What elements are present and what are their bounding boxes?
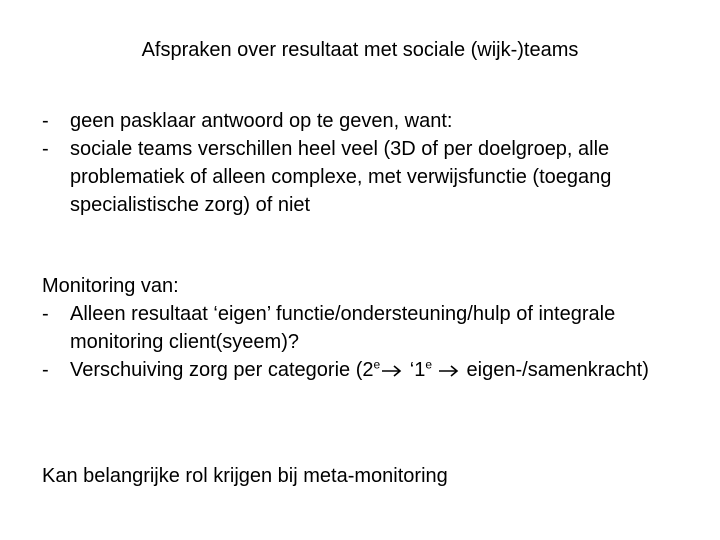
intro-list	[42, 107, 690, 219]
arrow-right-icon	[381, 357, 403, 385]
bullet-text: sociale teams verschillen heel veel (3D of per doelgroep, alle problematiek of alleen complexe, met verwijsfunctie (toegang specialistische zorg) of niet	[70, 138, 612, 216]
bullet-text-part: eigen-/samenkracht)	[461, 359, 649, 381]
bullet-text: geen pasklaar antwoord op te geven, want:	[70, 110, 453, 132]
bullet-text-part: ‘1	[404, 359, 426, 381]
bullet-dash: -	[42, 110, 49, 132]
bullet-dash: -	[42, 138, 49, 160]
superscript: e	[373, 357, 381, 372]
monitoring-section	[42, 272, 690, 385]
arrow-right-icon	[438, 357, 460, 385]
closing-line: Kan belangrijke rol krijgen bij meta-monitoring	[42, 465, 448, 487]
slide-title: Afspraken over resultaat met sociale (wijk-)teams	[141, 39, 579, 61]
bullet-dash: -	[42, 303, 49, 325]
bullet-text-part: Verschuiving zorg per categorie (2	[70, 359, 374, 381]
bullet-text: Alleen resultaat ‘eigen’ functie/ondersteuning/hulp of integrale monitoring client(syeem)?	[70, 303, 616, 353]
list-item	[42, 107, 690, 135]
list-item	[42, 300, 650, 356]
monitoring-heading: Monitoring van:	[42, 275, 179, 297]
superscript: e	[425, 357, 432, 372]
list-item	[42, 356, 690, 385]
bullet-dash: -	[42, 359, 49, 381]
list-item	[42, 135, 690, 219]
